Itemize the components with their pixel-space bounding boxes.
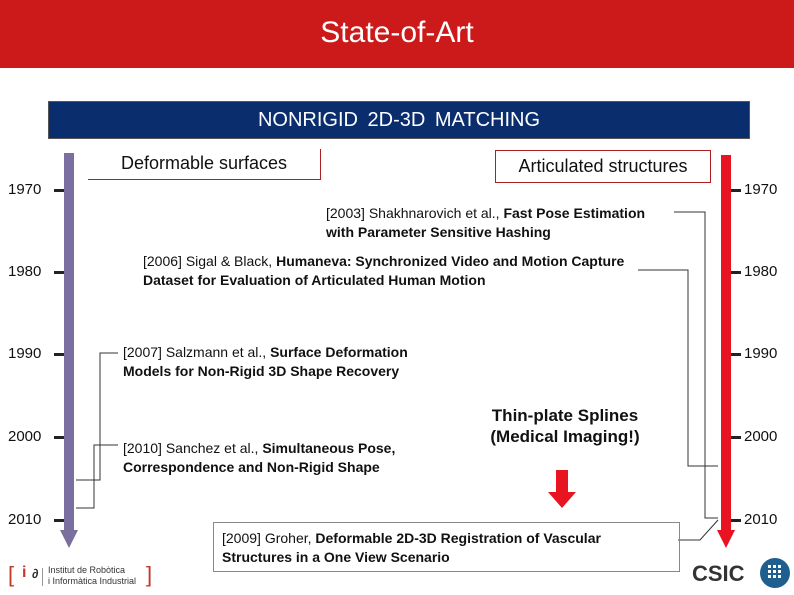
reference-sigal-black: [143, 252, 633, 290]
year-left-1980: 1980: [8, 263, 42, 280]
year-right-1970: 1970: [744, 181, 778, 198]
connector-salzmann: [76, 353, 118, 480]
upc-logo-icon: [760, 558, 790, 588]
iri-logo-line2: i Informàtica Industrial: [48, 576, 137, 586]
year-right-1990: 1990: [744, 345, 778, 362]
category-deformable-surfaces: Deformable surfaces: [88, 149, 321, 180]
iri-logo-line1: Institut de Robòtica: [48, 565, 126, 575]
thin-plate-splines-note: Thin-plate Splines (Medical Imaging!): [490, 406, 640, 446]
year-left-1970: 1970: [8, 181, 42, 198]
reference-cite: [2010] Sanchez et al.,: [123, 440, 259, 456]
year-right-2010: 2010: [744, 511, 778, 528]
iri-logo: [ i ∂ Institut de Robòtica i Informàtica Industrial ]: [8, 562, 153, 587]
connector-groher: [678, 520, 718, 540]
reference-title: Humaneva: Synchronized Video and Motion Capture Dataset for Evaluation of Articulated Human Motion: [143, 253, 625, 288]
reference-cite: [2009] Groher,: [222, 530, 312, 546]
reference-title: Deformable 2D-3D Registration of Vascular Structures in a One View Scenario: [222, 530, 601, 565]
down-arrow-icon: [556, 470, 568, 492]
reference-cite: [2007] Salzmann et al.,: [123, 344, 267, 360]
reference-groher: [222, 529, 674, 567]
reference-shakhnarovich: [326, 204, 676, 242]
connector-sanchez: [76, 445, 118, 508]
reference-title: Surface Deformation Models for Non-Rigid 3D Shape Recovery: [123, 344, 408, 379]
reference-title: Simultaneous Pose, Correspondence and Non-Rigid Shape: [123, 440, 396, 475]
year-right-2000: 2000: [744, 428, 778, 445]
reference-cite: [2006] Sigal & Black,: [143, 253, 273, 269]
category-articulated-structures: Articulated structures: [495, 150, 711, 183]
reference-title: Fast Pose Estimation with Parameter Sensitive Hashing: [326, 205, 646, 240]
year-left-2010: 2010: [8, 511, 42, 528]
year-right-1980: 1980: [744, 263, 778, 280]
reference-cite: [2003] Shakhnarovich et al.,: [326, 205, 500, 221]
topic-banner: NONRIGID 2D-3D MATCHING: [48, 101, 750, 139]
reference-sanchez: [123, 439, 448, 477]
slide-title: State-of-Art: [0, 0, 794, 68]
down-arrow-head-icon: [548, 492, 576, 508]
reference-salzmann: [123, 343, 458, 381]
csic-logo: CSIC: [692, 561, 745, 586]
year-left-2000: 2000: [8, 428, 42, 445]
year-left-1990: 1990: [8, 345, 42, 362]
connector-shakhnarovich: [674, 212, 718, 518]
